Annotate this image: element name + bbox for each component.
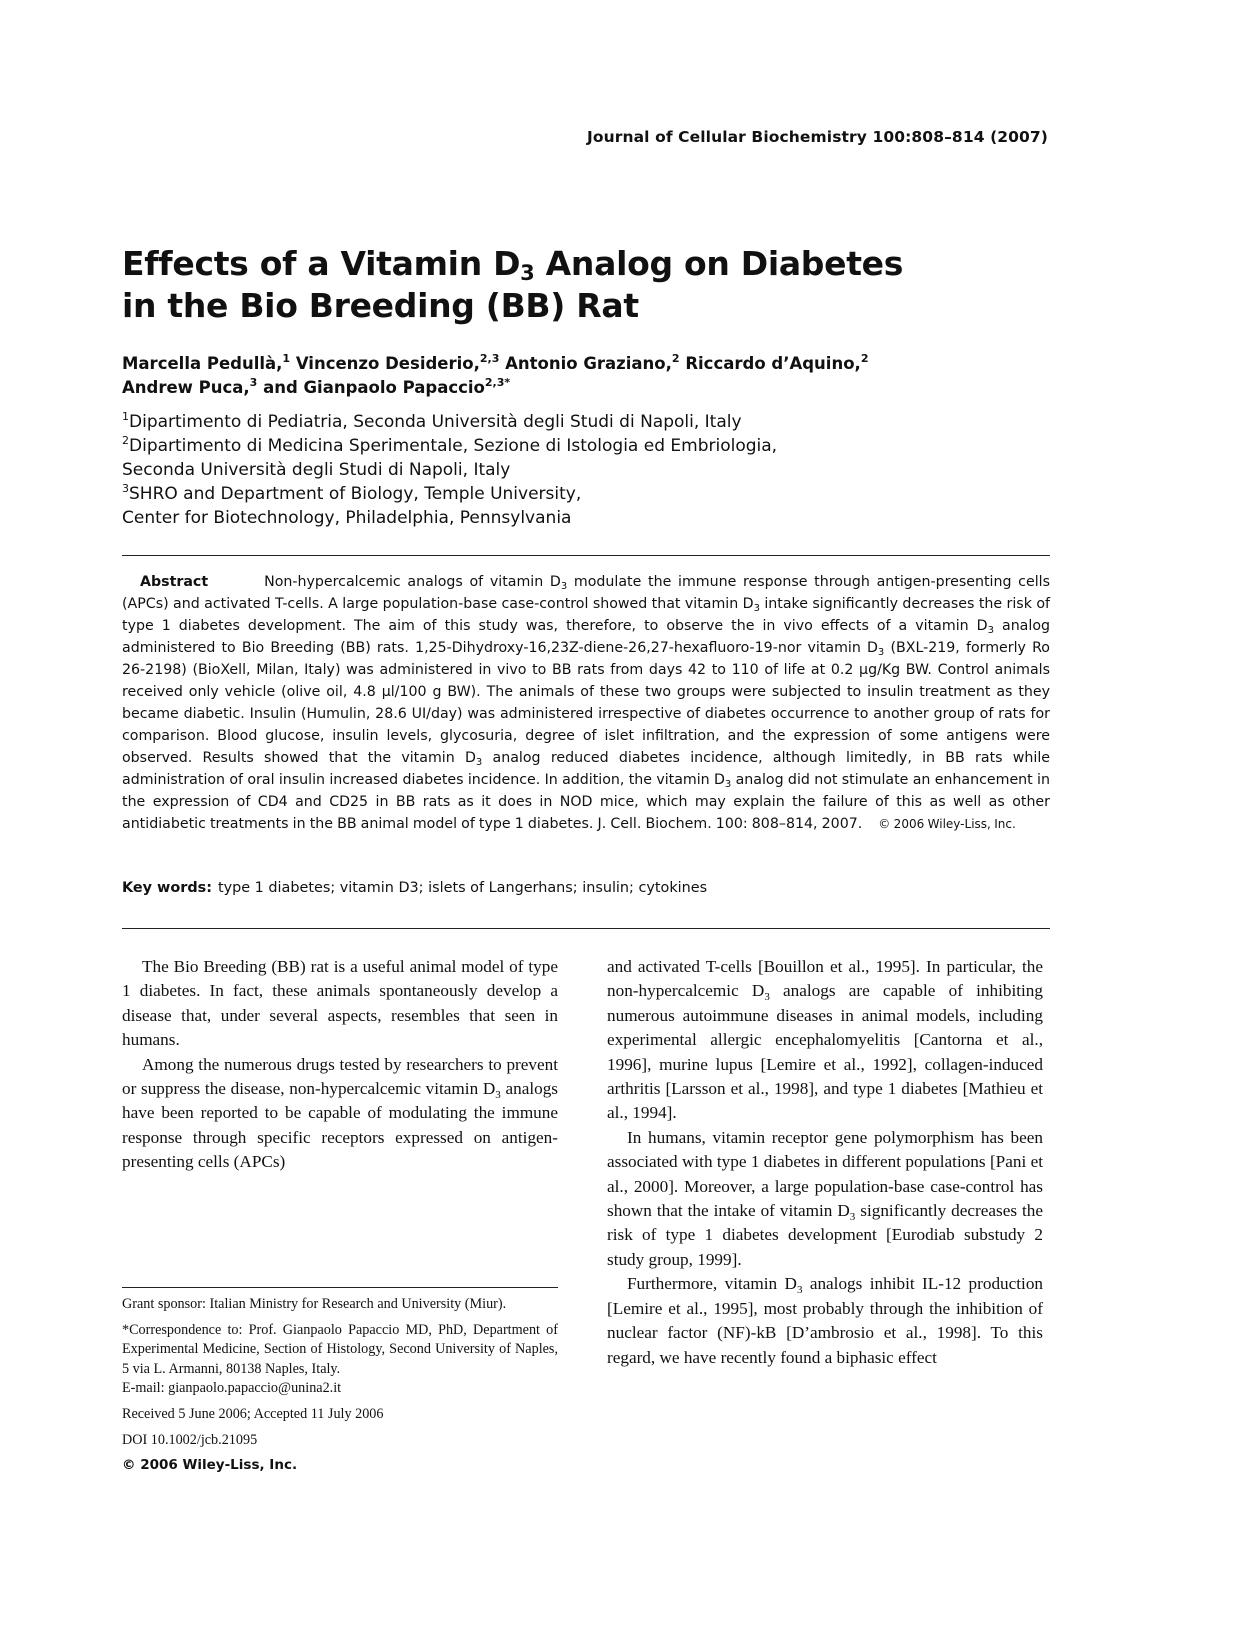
title-line-1: Effects of a Vitamin $D_3$ Analog on Diabetes — [122, 244, 904, 285]
author-list — [122, 352, 1022, 400]
article-title — [122, 243, 1022, 327]
abstract-label: Abstract — [140, 574, 209, 590]
body-paragraph: In humans, vitamin receptor gene polymorphism has been associated with type 1 diabetes in different populations [Pani et al., 2000]. Moreover, a large population-base case-control has shown that the intake of vitamin $D_3$ significantly decreases the risk of type 1 diabetes development [Eurodiab substudy 2 study group, 1999]. — [607, 1127, 1044, 1269]
correspondence-footnote: *Correspondence to: Prof. Gianpaolo Papaccio MD, PhD, Department of Experimental Medicine, Section of Histology, Second University of Naples, 5 via L. Armanni, 80138 Naples, Italy. — [122, 1321, 558, 1377]
body-paragraph: Among the numerous drugs tested by researchers to prevent or suppress the disease, non-hypercalcemic vitamin $D_3$ analogs have been reported to be capable of modulating the immune response through specific receptors expressed on antigen-presenting cells (APCs) — [122, 1054, 558, 1172]
author: Antonio Graziano, — [505, 354, 672, 373]
body-paragraph: The Bio Breeding (BB) rat is a useful animal model of type 1 diabetes. In fact, these animals spontaneously develop a disease that, under several aspects, resembles that seen in humans. — [122, 957, 558, 1050]
affiliation-line: $^2$Dipartimento di Medicina Sperimentale, Sezione di Istologia ed Embriologia, — [122, 434, 778, 456]
author-affiliation-mark: 2 — [671, 352, 680, 365]
body-paragraph: and activated T-cells [Bouillon et al., 1995]. In particular, the non-hypercalcemic $D_3$ analogs are capable of inhibiting numerous autoimmune diseases in animal models, including experimental allergic encephalomyelitis [Cantorna et al., 1996], murine lupus [Lemire et al., 1992], collagen-induced arthritis [Larsson et al., 1998], and type 1 diabetes [Mathieu et al., 1994]. — [607, 957, 1043, 1123]
received-footnote: Received 5 June 2006; Accepted 11 July 2006 — [122, 1405, 384, 1422]
abstract: Abstract Non-hypercalcemic analogs of vitamin $D_3$ modulate the immune response through antigen-presenting cells (APCs) and activated T-cells. A large population-base case-control showed that vitamin $D_3$ intake significantly decreases the risk of type 1 diabetes development. The aim of this study was, therefore, to observe the in vivo effects of a vitamin $D_3$ analog administered to Bio Breeding (BB) rats. 1,25-Dihydroxy-16,23Z-diene-26,27-hexafluoro-19-nor vitamin $D_3$ (BXL-219, formerly Ro 26-2198) (BioXell, Milan, Italy) was administered in vivo to BB rats from days 42 to 110 of life at 0.2 µg/Kg BW. Control animals received only vehicle (olive oil, 4.8 µl/100 g BW). The animals of these two groups were subjected to insulin treatment as they became diabetic. Insulin (Humulin, 28.6 UI/day) was administered irrespective of diabetes occurrence to another group of rats for comparison. Blood glucose, insulin levels, glycosuria, degree of islet infiltration, and the expression of some antigens were observed. Results showed that the vitamin $D_3$ analog reduced diabetes incidence, although limitedly, in BB rats while administration of oral insulin increased diabetes incidence. In addition, the vitamin $D_3$ analog did not stimulate an enhancement in the expression of CD4 and CD25 in BB rats as it does in NOD mice, which may explain the failure of this as well as other antidiabetic treatments in the BB animal model of type 1 diabetes. J. Cell. Biochem. 100: 808–814, 2007. © 2006 Wiley-Liss, Inc. — [122, 574, 1051, 832]
footnotes — [122, 1295, 558, 1476]
author: Marcella Pedullà, — [122, 354, 283, 373]
footnote-rule — [122, 1287, 558, 1288]
keywords-text: type 1 diabetes; vitamin D3; islets of Langerhans; insulin; cytokines — [217, 880, 708, 896]
abstract-top-rule — [122, 555, 1050, 556]
affiliations — [122, 410, 1022, 530]
abstract-copyright: © 2006 Wiley-Liss, Inc. — [878, 817, 1016, 831]
body-column-left — [122, 955, 558, 1175]
title-line-2: in the Bio Breeding (BB) Rat — [122, 286, 639, 325]
body-column-right — [607, 955, 1043, 1370]
author-affiliation-mark: 2 — [860, 352, 869, 365]
author: Vincenzo Desiderio, — [295, 354, 480, 373]
abstract-bottom-rule — [122, 928, 1050, 929]
author: and Gianpaolo Papaccio — [263, 378, 485, 397]
affiliation-line: Center for Biotechnology, Philadelphia, Pennsylvania — [122, 508, 572, 528]
affiliation-line: Seconda Università degli Studi di Napoli, Italy — [122, 460, 511, 480]
body-paragraph: Furthermore, vitamin $D_3$ analogs inhibit IL-12 production [Lemire et al., 1995], most probably through the inhibition of nuclear factor (NF)-kB [D’ambrosio et al., 1998]. To this regard, we have recently found a biphasic effect — [607, 1274, 1044, 1367]
author: Riccardo d’Aquino, — [685, 354, 861, 373]
affiliation-line: $^3$SHRO and Department of Biology, Temple University, — [122, 482, 582, 504]
affiliation-line: $^1$Dipartimento di Pediatria, Seconda Università degli Studi di Napoli, Italy — [122, 410, 742, 432]
author-affiliation-mark: 3 — [249, 376, 258, 389]
copyright-footnote: © 2006 Wiley-Liss, Inc. — [122, 1457, 298, 1474]
doi-footnote: DOI 10.1002/jcb.21095 — [122, 1431, 258, 1448]
author-affiliation-mark: 1 — [282, 352, 291, 365]
journal-header: Journal of Cellular Biochemistry 100:808–814 (2007) — [586, 128, 1048, 146]
author-affiliation-mark: 2,3 — [479, 352, 500, 365]
keywords — [122, 880, 1050, 896]
author: Andrew Puca, — [122, 378, 250, 397]
author-affiliation-mark: 2,3* — [484, 376, 511, 389]
email-footnote: E-mail: gianpaolo.papaccio@unina2.it — [122, 1380, 342, 1397]
keywords-label: Key words: — [122, 880, 212, 896]
grant-footnote: Grant sponsor: Italian Ministry for Research and University (Miur). — [122, 1296, 507, 1312]
